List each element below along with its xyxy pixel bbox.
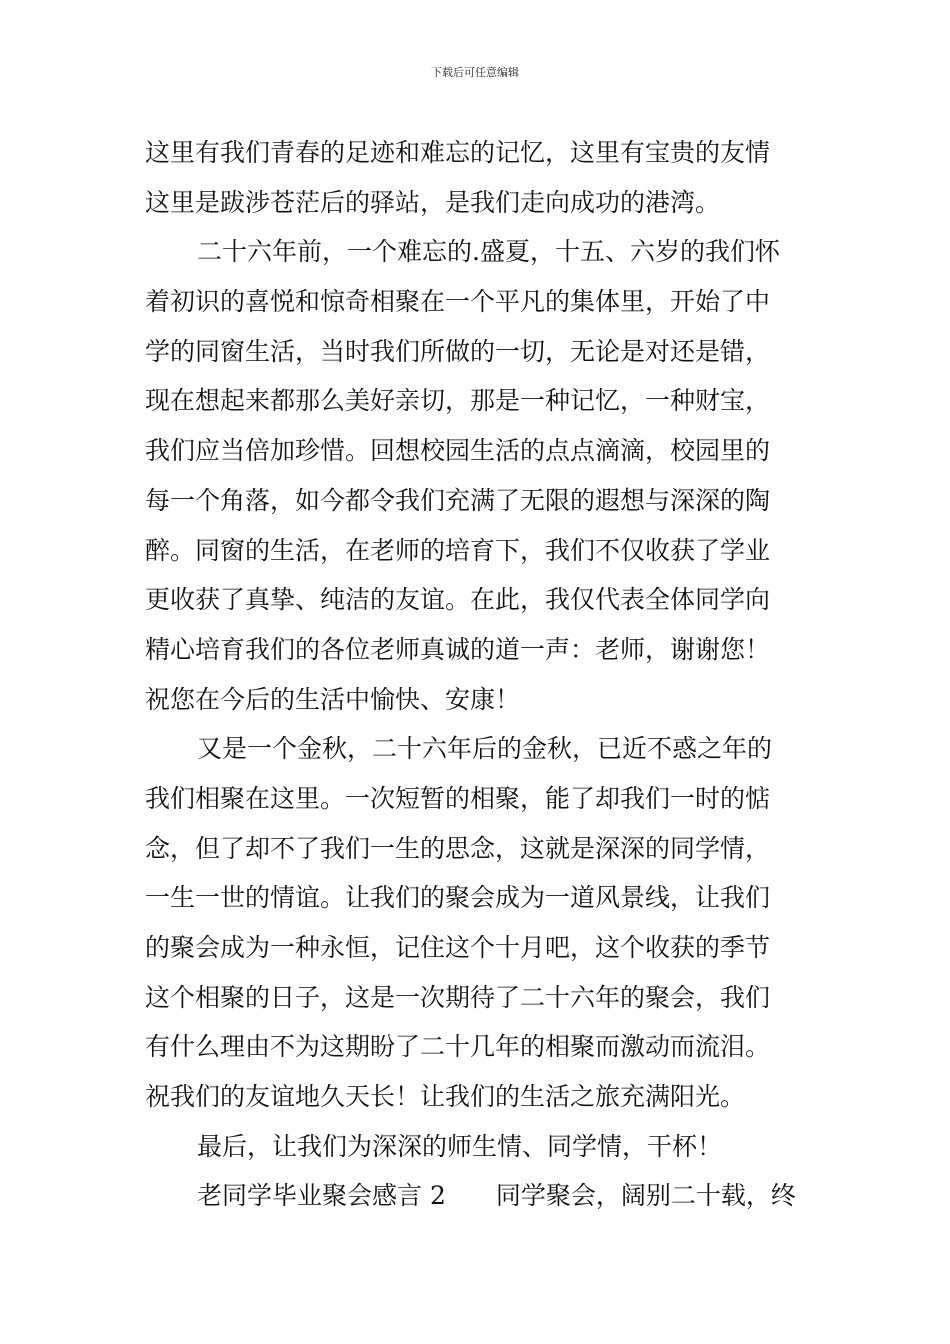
text-line: 二十六年前，一个难忘的.盛夏，十五、六岁的我们怀 — [197, 237, 780, 267]
text-line: 老同学毕业聚会感言 2 同学聚会，阔别二十载，终 — [197, 1181, 796, 1211]
text-line: 祝您在今后的生活中愉快、安康！ — [145, 684, 521, 714]
text-line: 祝我们的友谊地久天长！让我们的生活之旅充满阳光。 — [145, 1082, 746, 1112]
text-line: 的聚会成为一种永恒，记住这个十月吧，这个收获的季节 — [145, 933, 771, 962]
text-line: 更收获了真挚、纯洁的友谊。在此，我仅代表全体同学向 — [145, 585, 771, 615]
text-line: 精心培育我们的各位老师真诚的道一声：老师，谢谢您！ — [145, 634, 771, 664]
text-line: 这个相聚的日子，这是一次期待了二十六年的聚会，我们 — [145, 982, 771, 1012]
text-line: 我们应当倍加珍惜。回想校园生活的点点滴滴，校园里的 — [145, 436, 771, 466]
text-line: 现在想起来都那么美好亲切，那是一种记忆，一种财宝， — [145, 386, 771, 416]
text-line: 我们相聚在这里。一次短暂的相聚，能了却我们一时的惦 — [145, 783, 771, 813]
text-line: 一生一世的情谊。让我们的聚会成为一道风景线，让我们 — [145, 883, 771, 913]
body-text — [145, 128, 825, 1221]
text-line: 每一个角落，如今都令我们充满了无限的遐想与深深的陶 — [145, 485, 771, 515]
text-line: 学的同窗生活，当时我们所做的一切，无论是对还是错， — [145, 336, 771, 366]
text-line: 着初识的喜悦和惊奇相聚在一个平凡的集体里，开始了中 — [145, 287, 771, 317]
text-line: 这里有我们青春的足迹和难忘的记忆，这里有宝贵的友情 — [145, 138, 771, 167]
text-line: 念，但了却不了我们一生的思念，这就是深深的同学情， — [145, 833, 771, 863]
text-line: 这里是跋涉苍茫后的驿站，是我们走向成功的港湾。 — [145, 187, 721, 217]
page-header: 下载后可任意编辑 — [431, 66, 519, 79]
text-line: 又是一个金秋，二十六年后的金秋，已近不惑之年的 — [197, 734, 773, 764]
text-line: 醉。同窗的生活，在老师的培育下，我们不仅收获了学业 — [145, 535, 771, 565]
text-line: 最后，让我们为深深的师生情、同学情，干杯！ — [197, 1131, 723, 1161]
text-line: 有什么理由不为这期盼了二十几年的相聚而激动而流泪。 — [145, 1032, 771, 1062]
